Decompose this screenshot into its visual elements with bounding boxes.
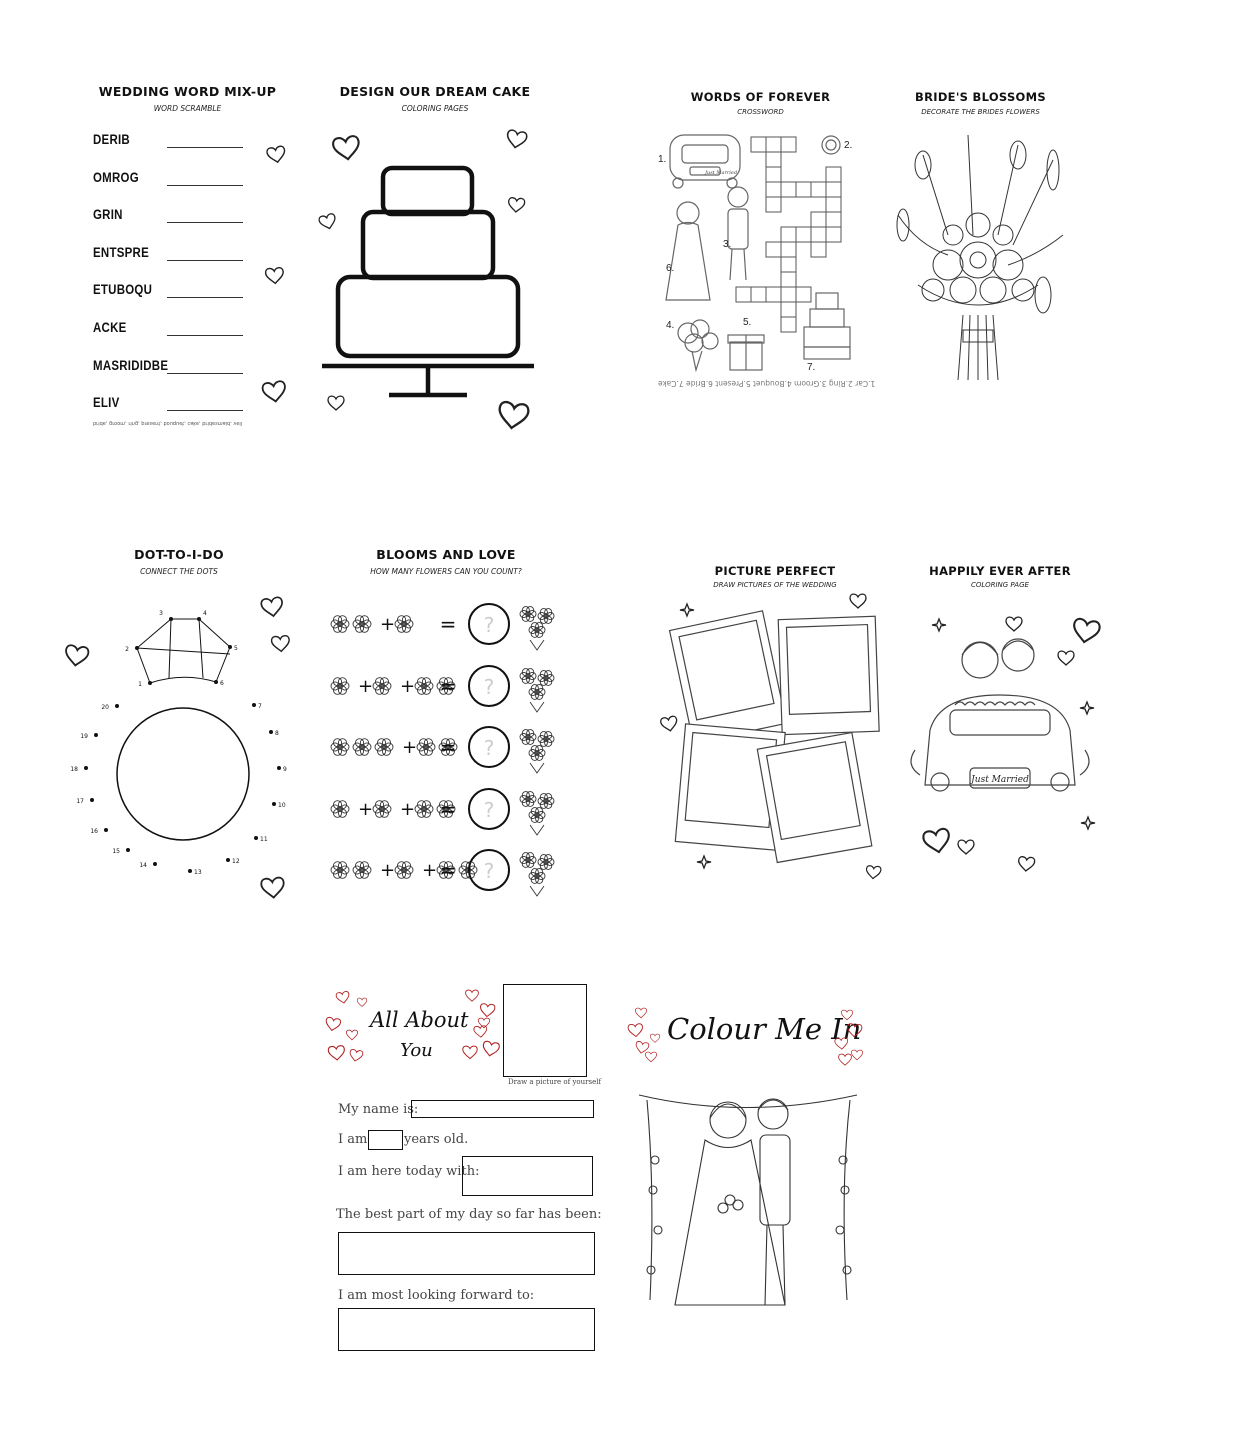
blooms-subtitle: HOW MANY FLOWERS CAN YOU COUNT? (370, 567, 522, 576)
dot-label: 5 (234, 645, 238, 652)
picture-perfect-title: PICTURE PERFECT (714, 564, 836, 578)
blooms-title: BLOOMS AND LOVE (376, 547, 516, 562)
best-part-label: The best part of my day so far has been: (336, 1207, 602, 1222)
plus-sign: + (380, 614, 396, 635)
happily-subtitle: COLORING PAGE (971, 581, 1029, 589)
all-about-title-1: All About (370, 1008, 469, 1032)
dot-label: 13 (194, 869, 202, 876)
equals-sign: = (439, 735, 457, 759)
dot-title: DOT-TO-I-DO (134, 547, 224, 562)
dot-label: 15 (112, 848, 120, 855)
dot-label: 9 (283, 766, 287, 773)
dot-subtitle: CONNECT THE DOTS (140, 567, 218, 576)
scramble-word: DERIB (93, 132, 130, 147)
word-mixup-title: WEDDING WORD MIX-UP (98, 84, 277, 99)
scramble-word: ENTSPRE (93, 244, 149, 260)
plus-sign: + (358, 675, 374, 697)
answer-placeholder: ? (483, 797, 495, 822)
answer-placeholder: ? (483, 674, 495, 699)
plus-sign: + (380, 860, 396, 881)
dot-label: 1 (138, 681, 142, 688)
clue-7: 7. (807, 362, 816, 373)
answer-placeholder: ? (483, 613, 495, 637)
words-forever-title: WORDS OF FOREVER (690, 90, 831, 104)
equals-sign: = (439, 612, 457, 636)
equals-sign: = (439, 796, 457, 821)
plus-sign: + (400, 675, 416, 697)
dot-label: 19 (80, 733, 88, 740)
all-about-title-2: You (400, 1040, 433, 1061)
dot-label: 18 (70, 766, 78, 773)
scramble-word: ELIV (93, 395, 120, 411)
dot-label: 10 (278, 802, 286, 809)
plus-sign: + (400, 798, 416, 820)
scramble-word: GRIN (93, 207, 123, 223)
scramble-word: ETUBOQU (93, 282, 153, 298)
dot-label: 8 (275, 730, 279, 737)
scramble-word: ACKE (93, 320, 127, 335)
plus-sign: + (422, 860, 438, 881)
brides-blossoms-subtitle: DECORATE THE BRIDES FLOWERS (921, 108, 1040, 116)
dot-label: 7 (258, 703, 262, 710)
forward-label: I am most looking forward to: (338, 1288, 535, 1303)
dot-label: 6 (220, 680, 224, 687)
dot-label: 11 (260, 836, 268, 843)
equals-sign: = (439, 858, 457, 882)
scramble-word: MASRIDIDBE (93, 357, 169, 373)
words-forever-subtitle: CROSSWORD (737, 108, 784, 116)
clue-1: 1. (658, 154, 667, 165)
age-label-2: years old. (404, 1132, 469, 1147)
dream-cake-title: DESIGN OUR DREAM CAKE (339, 84, 531, 99)
clue-4: 4. (666, 320, 675, 331)
plus-sign: + (358, 798, 374, 820)
car-sign-happily: Just Married (971, 775, 1029, 785)
dot-label: 14 (139, 862, 147, 869)
dot-label: 12 (232, 858, 240, 865)
clue-6: 6. (666, 263, 675, 274)
draw-caption: Draw a picture of yourself (508, 1078, 602, 1086)
scramble-word: OMROG (93, 169, 139, 185)
plus-sign: + (402, 737, 418, 758)
dot-label: 4 (203, 610, 207, 617)
equals-sign: = (439, 673, 457, 698)
clue-2: 2. (844, 140, 853, 151)
dot-label: 17 (76, 798, 84, 805)
word-mixup-subtitle: WORD SCRAMBLE (153, 104, 222, 113)
with-label: I am here today with: (338, 1164, 480, 1179)
dot-label: 2 (125, 646, 129, 653)
word-mixup-answer-key: bride, groom, ring, present, bouquet, cake, bridesmaid, veil (93, 420, 243, 426)
colour-me-title: Colour Me In (667, 1012, 862, 1046)
dot-label: 3 (159, 610, 163, 617)
answer-placeholder: ? (483, 859, 495, 883)
dream-cake-subtitle: COLORING PAGES (401, 104, 469, 113)
dot-label: 20 (101, 704, 109, 711)
clue-5: 5. (743, 317, 752, 328)
happily-title: HAPPILY EVER AFTER (929, 564, 1071, 578)
picture-perfect-subtitle: DRAW PICTURES OF THE WEDDING (713, 581, 837, 589)
clue-3: 3. (723, 239, 732, 250)
brides-blossoms-title: BRIDE'S BLOSSOMS (915, 90, 1046, 104)
dot-label: 16 (90, 828, 98, 835)
crossword-answer-key: 1.Car 2.Ring 3.Groom 4.Bouquet 5.Present 6.Bride 7.Cake (658, 379, 876, 388)
name-label: My name is: (338, 1102, 419, 1117)
age-label-1: I am (338, 1132, 368, 1147)
car-sign: Just Married (705, 170, 738, 176)
answer-placeholder: ? (483, 736, 495, 760)
